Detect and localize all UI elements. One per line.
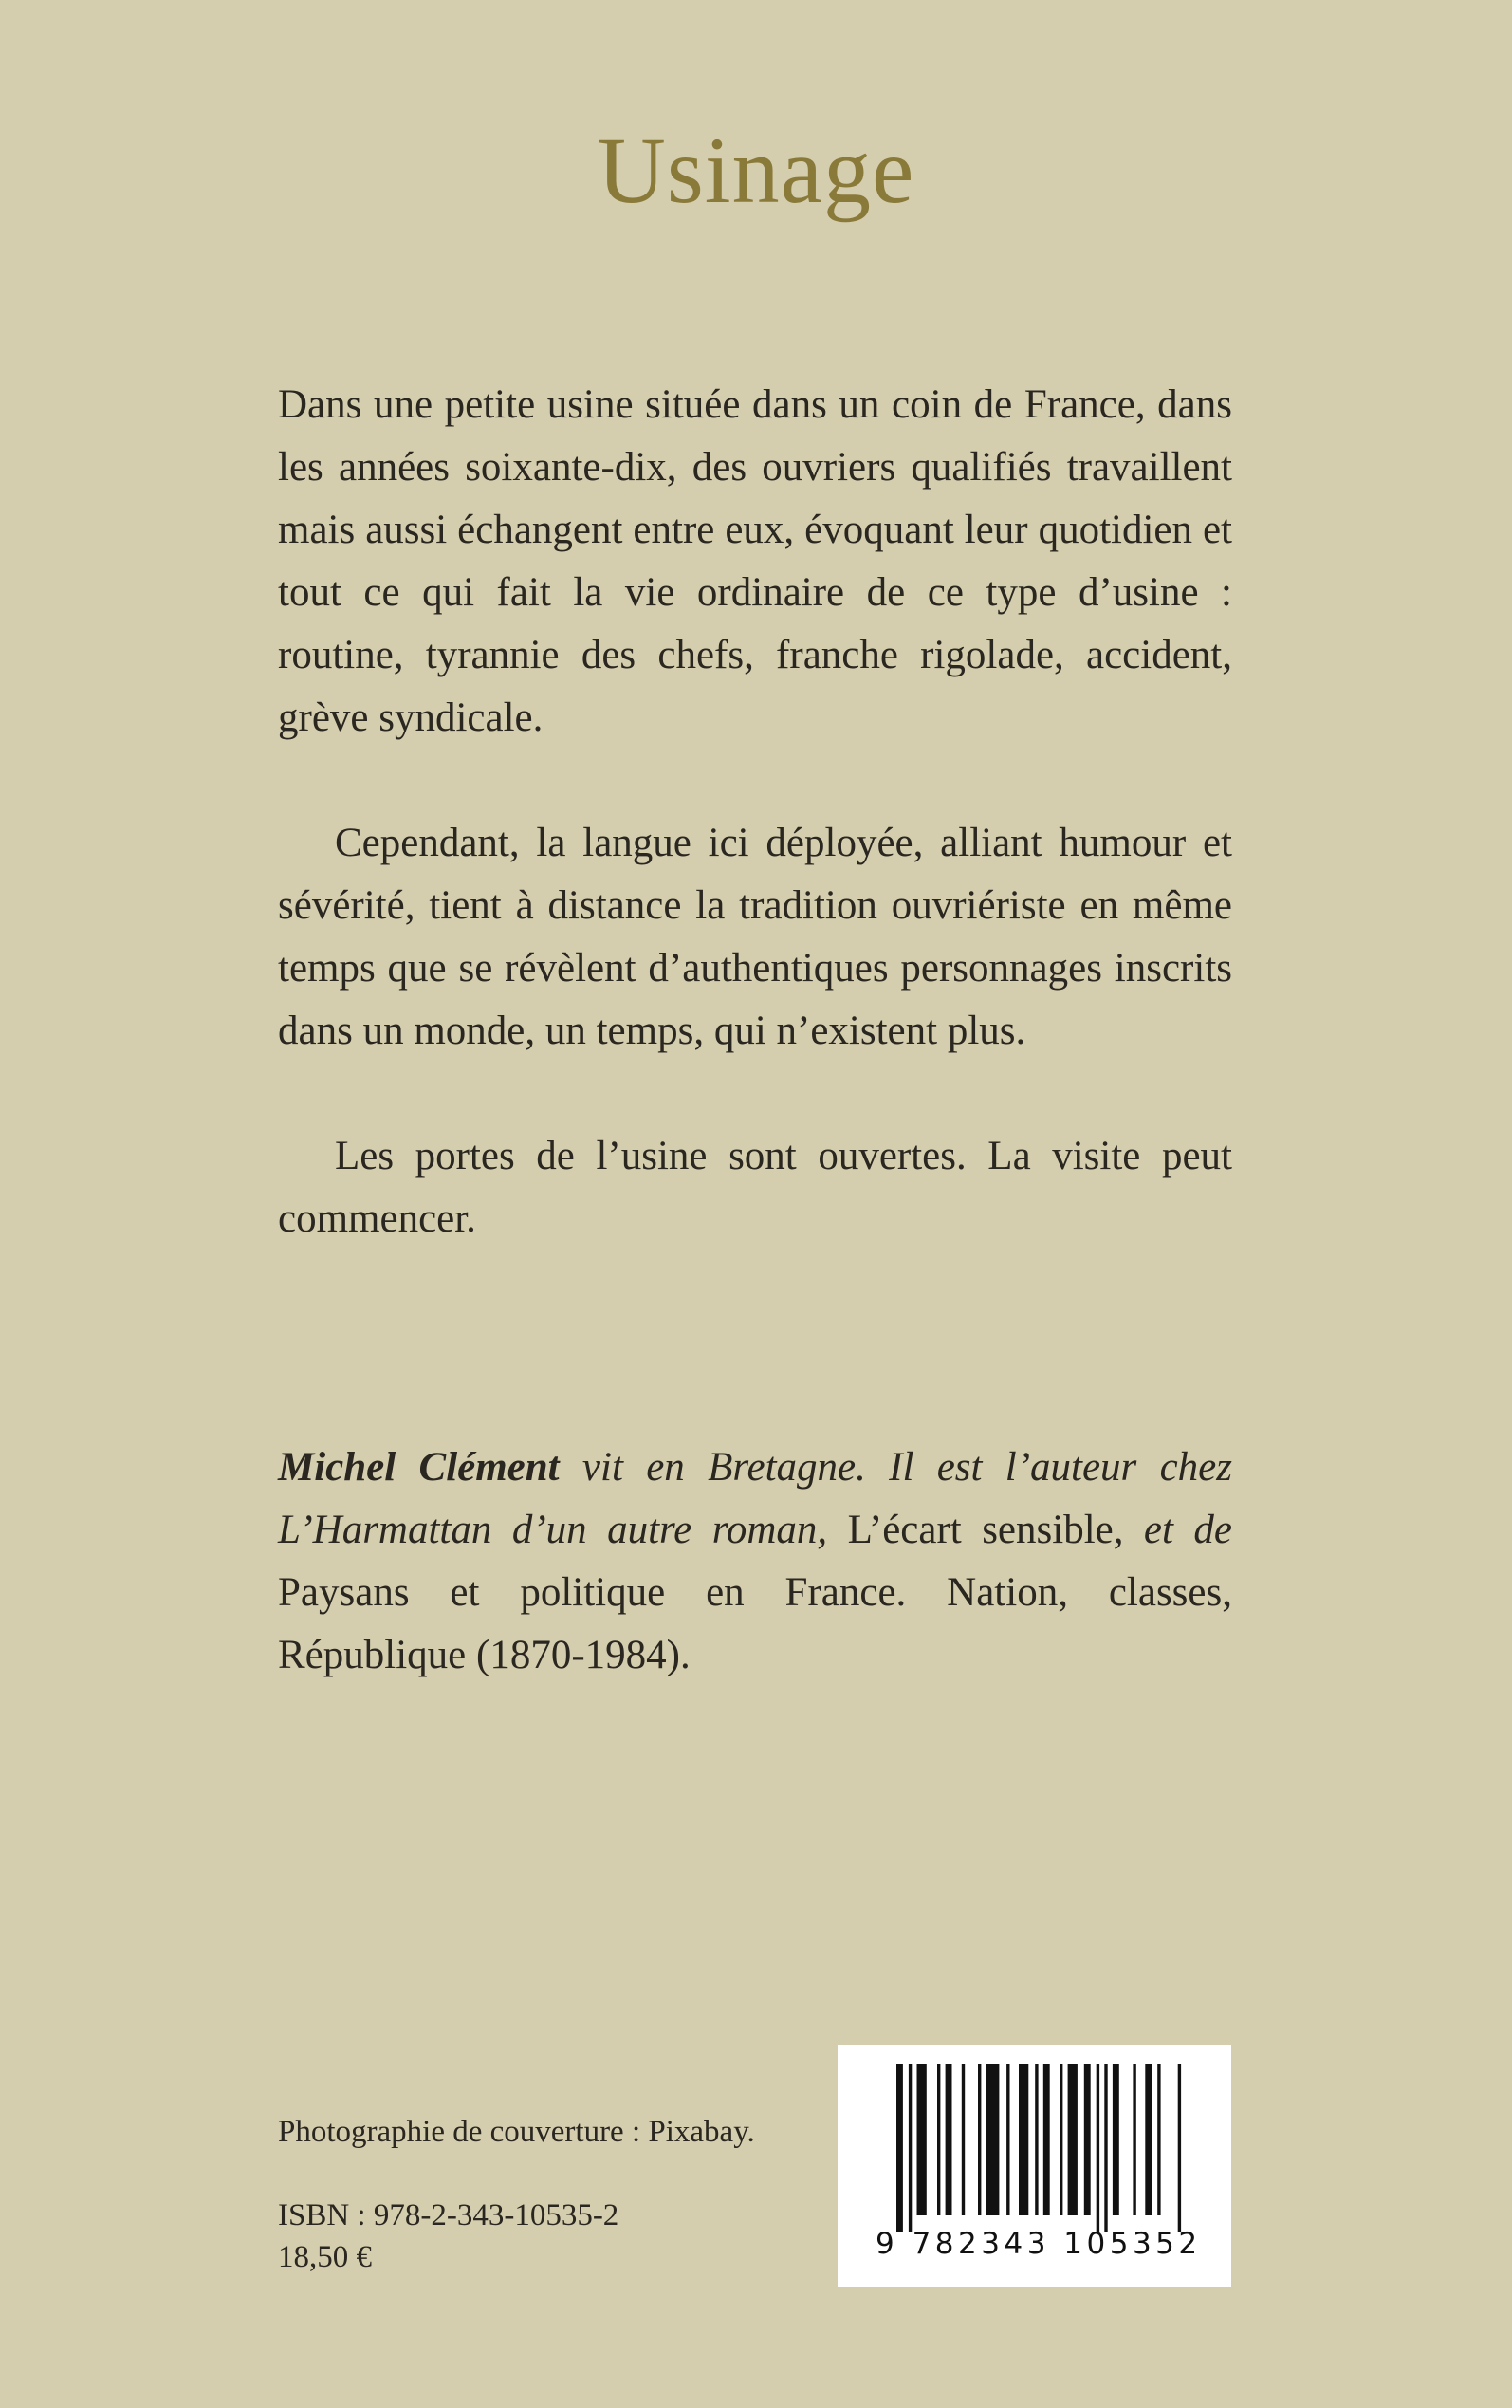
barcode-bar <box>1035 2064 1038 2215</box>
barcode-bar <box>1068 2064 1078 2215</box>
barcode-bar <box>1019 2064 1028 2215</box>
price: 18,50 € <box>278 2240 372 2274</box>
barcode-number: 9 782343 105352 <box>876 2227 1202 2261</box>
author-bio-paragraph <box>278 1436 1232 1687</box>
barcode-bar <box>1104 2064 1107 2232</box>
barcode-bar <box>1145 2064 1152 2215</box>
author-bio-text: vit en Bretagne. Il est l’auteur chez L’Harmattan d’un autre roman, <box>278 1445 1232 1552</box>
blurb-paragraph: Dans une petite usine située dans un coin de France, dans les années soixante-dix, des ouvriers qualifiés travaillent mais aussi échangent entre eux, évoquant leur quotidien et tout ce qui fait la vie ordinaire de ce type d’usine : routine, tyrannie des chefs, franche rigolade, accident, grève syndicale. <box>278 382 1232 740</box>
photo-credit: Photographie de couverture : Pixabay. <box>278 2115 755 2149</box>
blurb-paragraph: Cependant, la langue ici déployée, alliant humour et sévérité, tient à distance la tradition ouvriériste en même temps que se révèlent d’authentiques personnages inscrits dans un monde, un temps, qui n’existent plus. <box>278 821 1232 1053</box>
barcode-bar <box>1084 2064 1091 2215</box>
barcode-bars <box>838 2045 1231 2234</box>
barcode <box>838 2045 1231 2287</box>
isbn: ISBN : 978-2-343-10535-2 <box>278 2198 619 2232</box>
blurb-paragraph: Les portes de l’usine sont ouvertes. La visite peut commencer. <box>278 1134 1232 1241</box>
barcode-bar <box>937 2064 940 2215</box>
barcode-bar <box>1133 2064 1135 2215</box>
barcode-bar <box>917 2064 927 2215</box>
credits <box>278 2111 847 2278</box>
barcode-bar <box>1097 2064 1099 2232</box>
blurb <box>278 374 1232 1250</box>
barcode-bar <box>896 2064 903 2232</box>
barcode-bar <box>1006 2064 1009 2215</box>
author-name: Michel Clément <box>278 1445 560 1490</box>
barcode-bar <box>1060 2064 1062 2215</box>
barcode-bar <box>946 2064 952 2215</box>
barcode-bar <box>1178 2064 1181 2232</box>
barcode-bar <box>909 2064 912 2232</box>
barcode-bar <box>1043 2064 1050 2215</box>
barcode-bar <box>962 2064 965 2215</box>
barcode-bar <box>986 2064 1000 2215</box>
barcode-bar <box>1157 2064 1160 2215</box>
book-title: Usinage <box>597 118 915 223</box>
book-reference: Paysans et politique en France. Nation, classes, République (1870-1984). <box>278 1570 1232 1677</box>
author-bio <box>278 1436 1232 1687</box>
barcode-bar <box>1113 2064 1119 2215</box>
author-bio-text: et de <box>1143 1508 1232 1552</box>
book-reference: L’écart sensible, <box>827 1508 1144 1552</box>
barcode-bar <box>978 2064 981 2215</box>
